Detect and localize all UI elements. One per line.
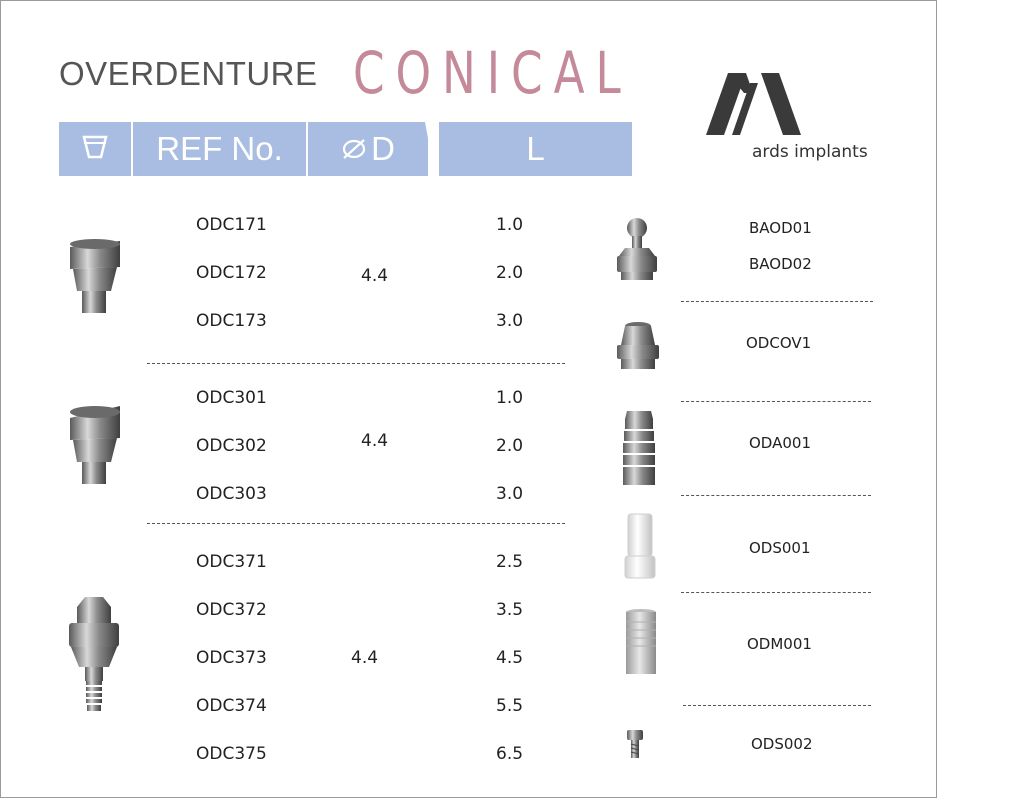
component-code: ODS001 bbox=[749, 539, 811, 557]
ref-code: ODC374 bbox=[196, 696, 267, 716]
length-value: 1.0 bbox=[496, 215, 524, 235]
analog-icon bbox=[619, 411, 659, 492]
angled-abutment-icon bbox=[65, 404, 123, 491]
brand-name: ards implants bbox=[752, 142, 868, 162]
diameter-value: 4.4 bbox=[351, 648, 379, 668]
ref-code: ODC373 bbox=[196, 648, 267, 668]
length-value: 1.0 bbox=[496, 388, 524, 408]
length-value: 2.0 bbox=[496, 436, 524, 456]
cover-cap-icon bbox=[615, 321, 661, 376]
ref-code: ODC371 bbox=[196, 552, 267, 572]
component-code: BAOD02 bbox=[749, 255, 812, 273]
length-value: 5.5 bbox=[496, 696, 524, 716]
diameter-value: 4.4 bbox=[361, 431, 389, 451]
divider bbox=[681, 495, 871, 496]
component-code: BAOD01 bbox=[749, 219, 812, 237]
ref-code: ODC372 bbox=[196, 600, 267, 620]
divider bbox=[681, 592, 871, 593]
ball-attachment-icon bbox=[613, 216, 661, 289]
ref-code: ODC303 bbox=[196, 484, 267, 504]
header-icon-cell bbox=[59, 122, 131, 176]
length-value: 4.5 bbox=[496, 648, 524, 668]
title-prefix: OVERDENTURE bbox=[59, 55, 318, 92]
ref-code: ODC172 bbox=[196, 263, 267, 283]
title-main: CONICAL bbox=[353, 39, 632, 107]
abutment-outline-icon bbox=[81, 134, 109, 165]
header-diameter: D bbox=[371, 130, 395, 167]
length-value: 3.5 bbox=[496, 600, 524, 620]
angled-abutment-short-icon bbox=[65, 239, 123, 320]
length-value: 2.0 bbox=[496, 263, 524, 283]
ref-code: ODC173 bbox=[196, 311, 267, 331]
divider bbox=[681, 401, 871, 402]
component-code: ODM001 bbox=[747, 635, 812, 653]
length-value: 6.5 bbox=[496, 744, 524, 764]
diameter-value: 4.4 bbox=[361, 266, 389, 286]
header-length: L bbox=[439, 122, 632, 176]
table-header bbox=[59, 122, 632, 176]
length-value: 3.0 bbox=[496, 311, 524, 331]
straight-abutment-screw-icon bbox=[65, 597, 123, 720]
divider bbox=[147, 363, 565, 364]
component-code: ODCOV1 bbox=[746, 334, 812, 352]
length-value: 2.5 bbox=[496, 552, 524, 572]
ards-logo-icon bbox=[706, 73, 801, 135]
component-code: ODS002 bbox=[751, 735, 813, 753]
divider bbox=[683, 705, 871, 706]
length-value: 3.0 bbox=[496, 484, 524, 504]
diameter-symbol-icon bbox=[341, 130, 367, 168]
header-ref: REF No. bbox=[133, 122, 306, 176]
ref-code: ODC375 bbox=[196, 744, 267, 764]
header-diameter-cell bbox=[308, 122, 428, 176]
spacer-sleeve-icon bbox=[622, 512, 658, 585]
ref-code: ODC171 bbox=[196, 215, 267, 235]
divider bbox=[147, 523, 565, 524]
component-code: ODA001 bbox=[749, 434, 811, 452]
metal-housing-icon bbox=[621, 608, 661, 681]
small-screw-icon bbox=[625, 730, 645, 765]
ref-code: ODC302 bbox=[196, 436, 267, 456]
ref-code: ODC301 bbox=[196, 388, 267, 408]
divider bbox=[681, 301, 873, 302]
